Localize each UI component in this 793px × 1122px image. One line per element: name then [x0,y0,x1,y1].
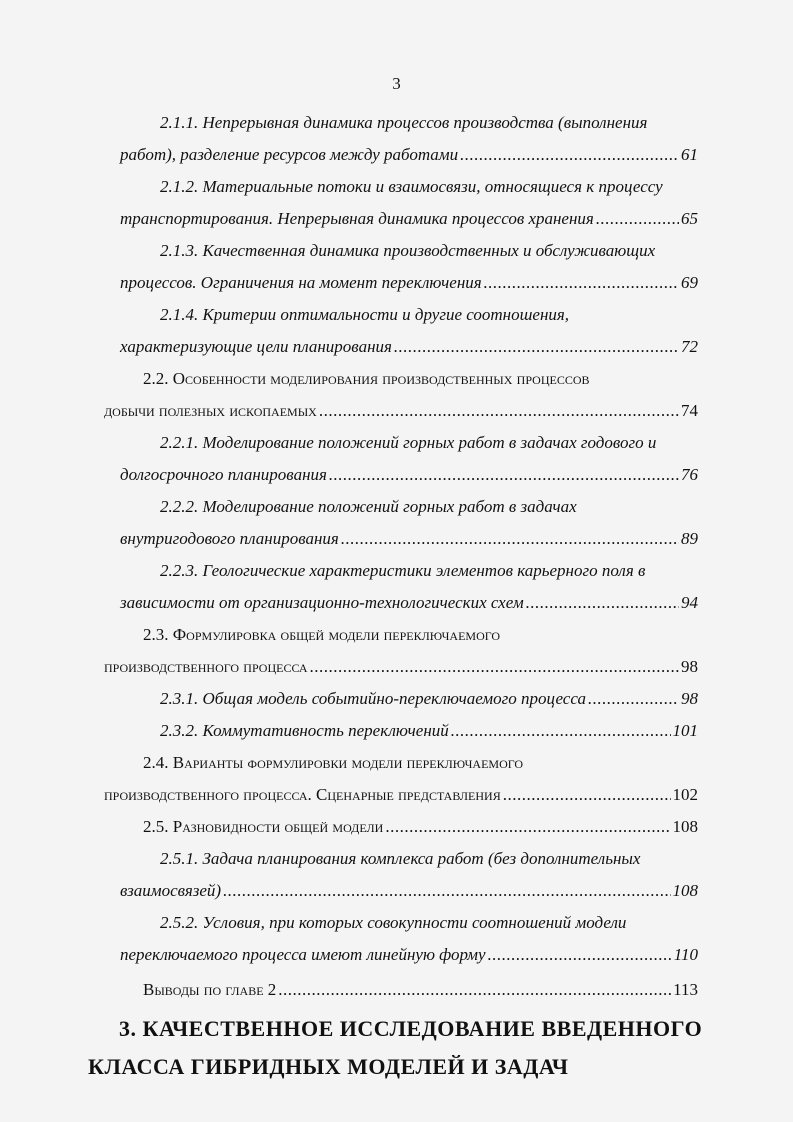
dot-leader [385,814,670,840]
toc-page-number: 61 [681,145,698,164]
toc-entry-2-5-2-line1 [0,910,793,936]
toc-entry-2-2-2-line2[interactable] [0,526,793,552]
dot-leader [341,526,679,552]
toc-entry-2-4-line1 [0,750,793,776]
toc-entry-conclusions[interactable] [0,977,793,1003]
toc-entry-2-2-3-line1 [0,558,793,584]
toc-entry-2-5-1-line2[interactable] [0,878,793,904]
toc-entry-text: 2.2.3. Геологические характеристики элементов карьерного поля в [160,561,646,580]
toc-entry-text: 2.3.2. Коммутативность переключений [160,721,449,740]
toc-entry-2-1-4-line1 [0,302,793,328]
toc-entry-2-1-1-line1 [0,110,793,136]
toc-page-number: 69 [681,273,698,292]
toc-entry-text: 2.5. Разновидности общей модели [143,817,384,836]
toc-entry-text: зависимости от организационно-технологических схем [120,593,524,612]
toc-entry-2-1-3-line2[interactable] [0,270,793,296]
page-number: 3 [392,74,401,93]
toc-entry-2-5-2-line2[interactable] [0,942,793,968]
toc-entry-text: 2.2.1. Моделирование положений горных работ в задачах годового и [160,433,657,452]
toc-entry-text: 2.1.2. Материальные потоки и взаимосвязи, относящиеся к процессу [160,177,663,196]
dot-leader [394,334,679,360]
toc-entry-2-2-line2[interactable] [0,398,793,424]
toc-entry-text: транспортирования. Непрерывная динамика процессов хранения [120,209,594,228]
toc-entry-2-1-2-line1 [0,174,793,200]
toc-entry-text: 2.2.2. Моделирование положений горных работ в задачах [160,497,577,516]
dot-leader [310,654,679,680]
dot-leader [596,206,679,232]
dot-leader [319,398,679,424]
toc-entry-text: производственного процесса. Сценарные представления [104,785,501,804]
toc-entry-text: 2.5.2. Условия, при которых совокупности соотношений модели [160,913,627,932]
chapter-heading-line1[interactable]: 3. КАЧЕСТВЕННОЕ ИССЛЕДОВАНИЕ ВВЕДЕННОГО [119,1016,703,1041]
dot-leader [484,270,679,296]
toc-entry-2-2-3-line2[interactable] [0,590,793,616]
toc-page-number: 108 [672,817,698,836]
toc-page-number: 110 [673,945,698,964]
toc-entry-2-3-2[interactable] [0,718,793,744]
toc-entry-text: 2.1.3. Качественная динамика производственных и обслуживающих [160,241,656,260]
toc-page-number: 74 [681,401,698,420]
toc-entry-2-3-line2[interactable] [0,654,793,680]
toc-entry-text: 2.4. Варианты формулировки модели переключаемого [143,753,524,772]
toc-entry-2-4-line2[interactable] [0,782,793,808]
toc-entry-2-2-2-line1 [0,494,793,520]
toc-entry-2-1-1-line2[interactable] [0,142,793,168]
toc-page-number: 98 [681,657,698,676]
toc-entry-text: добычи полезных ископаемых [104,401,317,420]
dot-leader [588,686,679,712]
toc-entry-text: 2.3. Формулировка общей модели переключаемого [143,625,501,644]
toc-page-number: 113 [673,980,698,999]
toc-entry-2-3-1[interactable] [0,686,793,712]
dot-leader [488,942,672,968]
toc-entry-2-1-3-line1 [0,238,793,264]
toc-page-number: 108 [672,881,698,900]
toc-entry-2-2-line1 [0,366,793,392]
toc-page-number: 101 [672,721,698,740]
toc-entry-2-5-1-line1 [0,846,793,872]
toc-entry-text: 2.1.4. Критерии оптимальности и другие соотношения, [160,305,570,324]
dot-leader [526,590,679,616]
toc-page-number: 65 [681,209,698,228]
toc-entry-text: долгосрочного планирования [120,465,327,484]
toc-entry-text: работ), разделение ресурсов между работами [120,145,459,164]
toc-page-number: 72 [681,337,698,356]
dot-leader [451,718,671,744]
toc-entry-text: Выводы по главе 2 [143,980,277,999]
toc-entry-text: переключаемого процесса имеют линейную форму [120,945,486,964]
toc-page-number: 94 [681,593,698,612]
toc-entry-text: внутригодового планирования [120,529,339,548]
toc-entry-text: 2.3.1. Общая модель событийно-переключаемого процесса [160,689,586,708]
toc-entry-text: взаимосвязей) [120,881,222,900]
toc-entry-text: процессов. Ограничения на момент переключения [120,273,482,292]
toc-entry-text: 2.2. Особенности моделирования производственных процессов [143,369,590,388]
chapter-heading-line2[interactable]: КЛАССА ГИБРИДНЫХ МОДЕЛЕЙ И ЗАДАЧ [88,1054,569,1079]
toc-page-number: 89 [681,529,698,548]
toc-entry-text: 2.5.1. Задача планирования комплекса работ (без дополнительных [160,849,641,868]
dot-leader [278,977,671,1003]
dot-leader [329,462,679,488]
toc-entry-2-2-1-line1 [0,430,793,456]
toc-entry-2-2-1-line2[interactable] [0,462,793,488]
toc-entry-text: 2.1.1. Непрерывная динамика процессов производства (выполнения [160,113,648,132]
dot-leader [503,782,671,808]
toc-entry-text: производственного процесса [104,657,308,676]
toc-page-number: 76 [681,465,698,484]
toc-entry-2-3-line1 [0,622,793,648]
dot-leader [223,878,670,904]
toc-entry-2-5[interactable] [0,814,793,840]
toc-page-number: 102 [672,785,698,804]
toc-page-number: 98 [681,689,698,708]
dot-leader [460,142,679,168]
toc-entry-text: характеризующие цели планирования [120,337,392,356]
toc-entry-2-1-2-line2[interactable] [0,206,793,232]
toc-entry-2-1-4-line2[interactable] [0,334,793,360]
